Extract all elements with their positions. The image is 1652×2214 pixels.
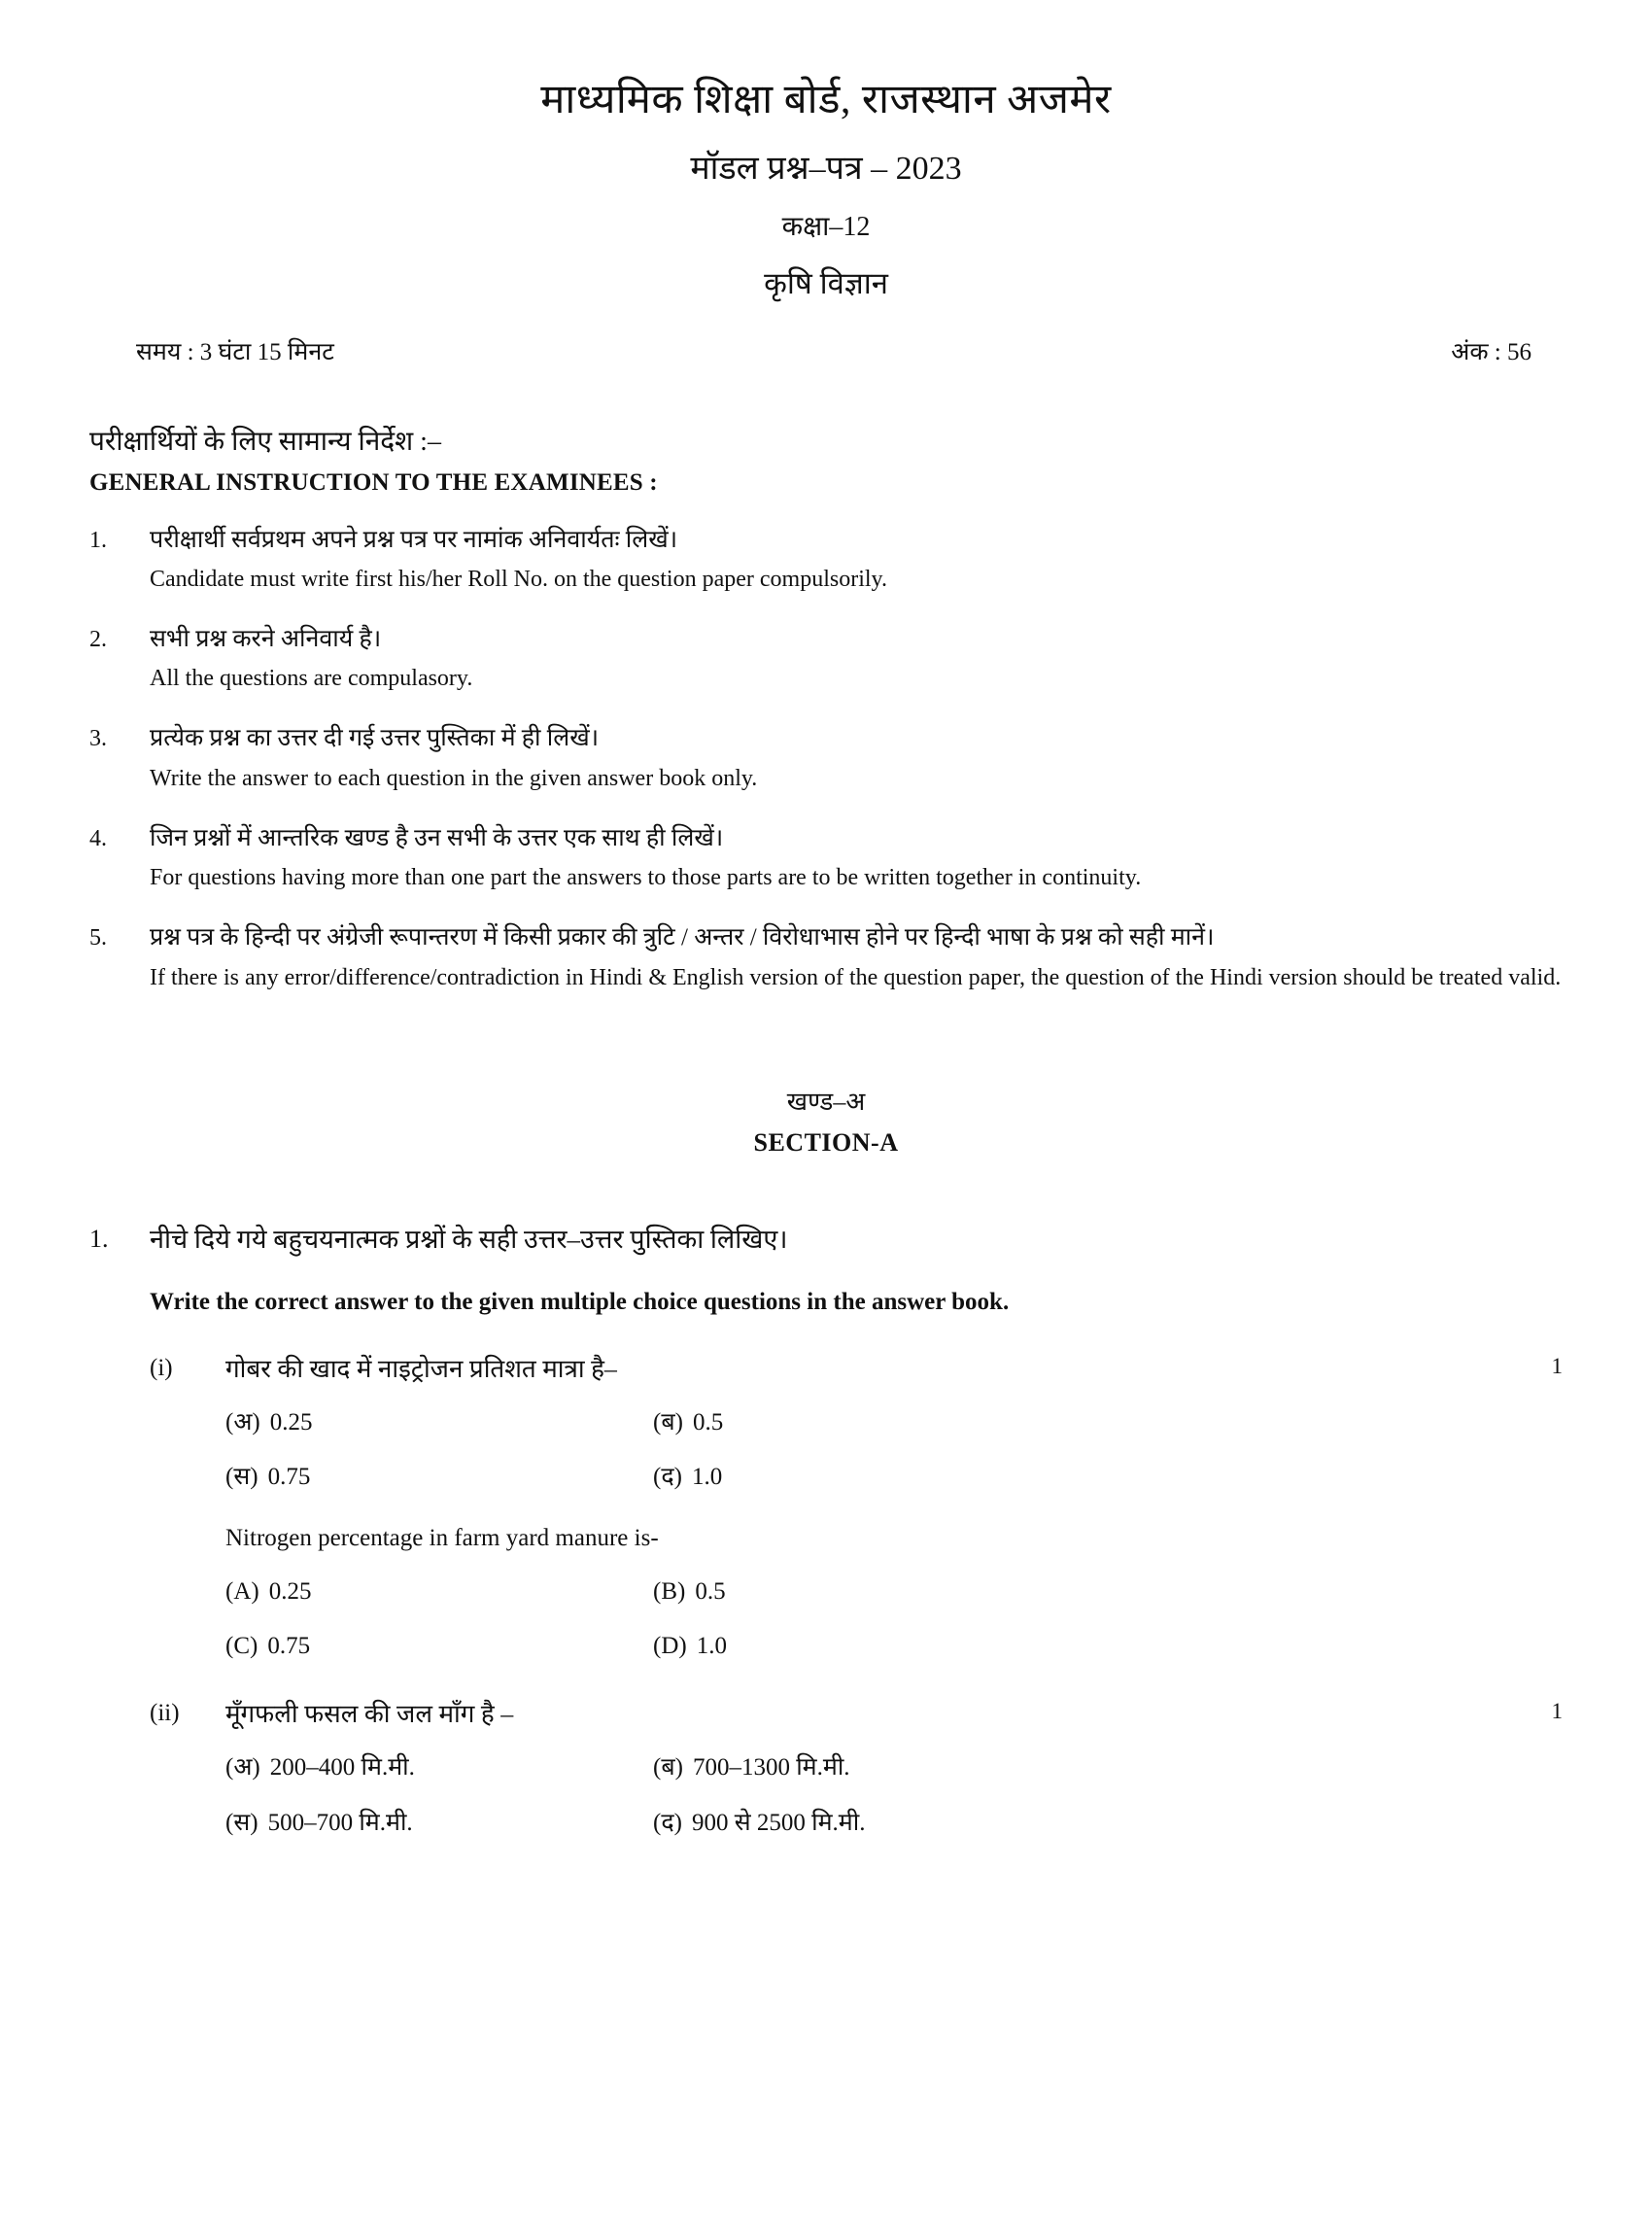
general-instructions	[89, 424, 1563, 996]
instructions-heading-english: GENERAL INSTRUCTION TO THE EXAMINEES :	[89, 468, 658, 496]
list-item	[150, 1695, 1563, 1841]
option-b-hindi	[653, 1405, 1081, 1440]
option-a-english	[225, 1574, 653, 1609]
paper-title: मॉडल प्रश्न–पत्र – 2023	[690, 151, 962, 188]
option-c-hindi	[225, 1806, 653, 1841]
option-a-hindi	[225, 1405, 653, 1440]
question-stem-hindi: नीचे दिये गये बहुचयनात्मक प्रश्नों के सही उत्तर–उत्तर पुस्तिका लिखिए।	[150, 1224, 788, 1254]
list-item	[89, 918, 1563, 996]
instruction-text-hindi: प्रत्येक प्रश्न का उत्तर दी गई उत्तर पुस्तिका में ही लिखें।	[150, 725, 600, 752]
option-tag: (अ)	[225, 1408, 260, 1436]
option-text: 0.75	[267, 1633, 311, 1660]
option-c-hindi	[225, 1460, 653, 1495]
option-d-english	[653, 1629, 1081, 1664]
option-b-english	[653, 1574, 1081, 1609]
option-b-hindi	[653, 1750, 1081, 1785]
question-stem-english: Write the correct answer to the given multiple choice questions in the answer book.	[150, 1289, 1010, 1316]
instruction-body	[150, 620, 1563, 698]
subquestion-ii-header	[150, 1695, 1563, 1733]
subquestion-i-options-hindi	[225, 1405, 1563, 1496]
section-label-english: SECTION-A	[753, 1128, 899, 1158]
section-heading	[89, 1086, 1563, 1159]
option-text: 0.5	[692, 1408, 724, 1436]
option-a-hindi	[225, 1750, 653, 1785]
option-text: 500–700 मि.मी.	[267, 1809, 413, 1836]
instruction-text-english: Candidate must write first his/her Roll No. on the question paper compulsorily.	[150, 567, 887, 593]
instruction-text-hindi: प्रश्न पत्र के हिन्दी पर अंग्रेजी रूपान्तरण में किसी प्रकार की त्रुटि / अन्तर / विरोधाभास होने पर हिन्दी भाषा के प्रश्न को सही मानें।	[150, 924, 1215, 951]
option-d-hindi	[653, 1460, 1081, 1495]
subquestion-label: (i)	[150, 1354, 173, 1381]
option-row	[225, 1574, 1563, 1609]
question-content	[150, 1220, 1563, 1860]
option-text: 700–1300 मि.मी.	[692, 1754, 850, 1782]
subquestion-i-header	[150, 1350, 1563, 1388]
instruction-text-english: If there is any error/difference/contradiction in Hindi & English version of the question paper, the question of the Hindi version should be treated valid.	[150, 964, 1562, 990]
exam-duration: समय : 3 घंटा 15 मिनट	[136, 338, 334, 365]
instruction-body	[150, 918, 1563, 996]
option-text: 200–400 मि.मी.	[269, 1754, 415, 1782]
subquestion-i-options-english	[225, 1574, 1563, 1665]
option-tag: (द)	[653, 1809, 682, 1836]
list-item	[150, 1350, 1563, 1665]
option-tag: (द)	[653, 1464, 682, 1491]
question-paper-page	[0, 76, 1652, 2214]
subquestion-label: (ii)	[150, 1700, 180, 1727]
subquestion-marks: 1	[1551, 1699, 1563, 1724]
subquestion-ii-options-hindi	[225, 1750, 1563, 1841]
list-item	[89, 620, 1563, 698]
instruction-body	[150, 819, 1563, 897]
option-text: 0.25	[268, 1577, 312, 1605]
option-text: 0.5	[695, 1577, 726, 1605]
option-c-english	[225, 1629, 653, 1664]
spacer	[150, 1683, 1563, 1695]
question-1	[89, 1220, 1563, 1860]
option-tag: (A)	[225, 1577, 259, 1605]
option-row	[225, 1629, 1563, 1664]
instruction-text-hindi: परीक्षार्थी सर्वप्रथम अपने प्रश्न पत्र पर नामांक अनिवार्यतः लिखें।	[150, 526, 678, 553]
option-row	[225, 1405, 1563, 1440]
option-tag: (स)	[225, 1809, 258, 1836]
instruction-body	[150, 521, 1563, 599]
instruction-text-hindi: सभी प्रश्न करने अनिवार्य है।	[150, 625, 382, 652]
instruction-text-english: Write the answer to each question in the given answer book only.	[150, 765, 758, 791]
instruction-number: 3.	[89, 726, 107, 752]
instructions-heading-hindi: परीक्षार्थियों के लिए सामान्य निर्देश :–	[89, 426, 441, 457]
option-row	[225, 1750, 1563, 1785]
option-tag: (ब)	[653, 1408, 683, 1436]
instruction-number: 1.	[89, 527, 107, 553]
subquestion-marks: 1	[1551, 1353, 1563, 1378]
board-title: माध्यमिक शिक्षा बोर्ड, राजस्थान अजमेर	[540, 78, 1112, 122]
option-tag: (B)	[653, 1577, 686, 1605]
instruction-text-hindi: जिन प्रश्नों में आन्तरिक खण्ड है उन सभी के उत्तर एक साथ ही लिखें।	[150, 824, 724, 851]
option-row	[225, 1806, 1563, 1841]
question-number: 1.	[89, 1224, 109, 1253]
list-item	[89, 719, 1563, 797]
option-text: 0.25	[269, 1408, 313, 1436]
option-row	[225, 1460, 1563, 1495]
option-text: 1.0	[691, 1464, 723, 1491]
instruction-text-english: For questions having more than one part the answers to those parts are to be written together in continuity.	[150, 865, 1142, 891]
exam-max-marks: अंक : 56	[1451, 338, 1532, 365]
instruction-text-english: All the questions are compulasory.	[150, 666, 473, 692]
instruction-number: 4.	[89, 825, 107, 851]
option-tag: (स)	[225, 1464, 258, 1491]
subject-title: कृषि विज्ञान	[764, 265, 888, 300]
instruction-body	[150, 719, 1563, 797]
option-d-hindi	[653, 1806, 1081, 1841]
list-item	[89, 819, 1563, 897]
option-text: 1.0	[696, 1633, 727, 1660]
option-tag: (अ)	[225, 1754, 260, 1782]
question-1-header	[89, 1220, 1563, 1860]
subquestions-list	[150, 1350, 1563, 1841]
section-label-hindi: खण्ड–अ	[786, 1088, 866, 1117]
exam-meta-row	[89, 334, 1563, 367]
instruction-number: 5.	[89, 925, 107, 951]
subquestion-stem-hindi: मूँगफली फसल की जल माँग है –	[225, 1700, 514, 1729]
option-tag: (ब)	[653, 1754, 683, 1782]
option-tag: (D)	[653, 1633, 687, 1660]
option-text: 900 से 2500 मि.मी.	[691, 1809, 866, 1836]
subquestion-stem-english: Nitrogen percentage in farm yard manure is-	[225, 1525, 659, 1552]
subquestion-stem-hindi: गोबर की खाद में नाइट्रोजन प्रतिशत मात्रा है–	[225, 1354, 617, 1383]
instruction-number: 2.	[89, 626, 107, 652]
option-text: 0.75	[267, 1464, 311, 1491]
class-title: कक्षा–12	[781, 212, 871, 243]
instructions-list	[89, 521, 1563, 997]
option-tag: (C)	[225, 1633, 258, 1660]
list-item	[89, 521, 1563, 599]
